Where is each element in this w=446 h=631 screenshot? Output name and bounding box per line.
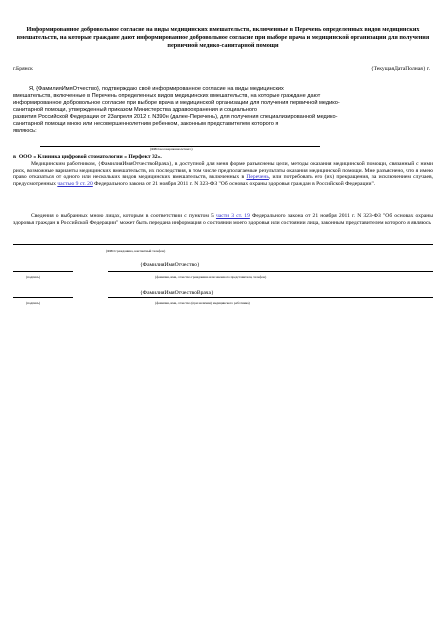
minor-caption: (ФИО несовершеннолетнего) (150, 147, 193, 151)
patient-signature-line (13, 271, 73, 272)
document-date: {ТекущаяДатаПолная} г. (370, 66, 430, 72)
intro-line-1: Я, {ФамилияИмяОтчество}, подтверждаю своё информированное согласие на виды медицинских (29, 86, 284, 92)
paragraph-rights: Медицинским работником, {ФамилияИмяОтчествоВрача}, в доступной для меня форме разъяснены цели, методы оказания медицинской помощи, связанный с ними риск, возможные варианты медицинских вмешательств, их последствия, в том числе предполагаемые результаты оказания медицинской помощи. Мне разъяснено, что я имею право отказаться от одного или нескольких видов медицинских вмешательств, включенных в Перечень, или потребовать его (их) прекращения, за исключением случаев, предусмотренных частью 9 ст. 20 Федерального закона от 21 ноября 2011 г. N 323-ФЗ "Об основах охраны здоровья граждан в Российской Федерации". (13, 161, 433, 187)
patient-name: {ФамилияИмяОтчество} (140, 262, 200, 268)
city: г.Брянск (13, 66, 33, 72)
patient-name-line (108, 271, 433, 272)
intro-line-4: санитарной помощи, утвержденный приказом Министерства здравоохранения и социального (13, 107, 257, 113)
intro-line-3: информированное добровольное согласие при выборе врача и медицинской организации для получения первичной медико- (13, 100, 340, 106)
document-title: Информированное добровольное согласие на виды медицинских вмешательств, включенные в Перечень определенных видов медицинских вмешательств, на которые граждане дают информированное добровольное согласие при выборе врача и медицинской организации для получения первичной медико-санитарной помощи (16, 26, 430, 50)
patient-caption: (фамилия, имя, отчество гражданина или законного представителя, телефон) (155, 275, 267, 279)
clinic-prefix: в (13, 154, 17, 160)
doctor-caption: (фамилия, имя, отчество (при наличии) медицинского работника) (155, 301, 250, 305)
doctor-name-line (108, 297, 433, 298)
perechen-link[interactable]: Перечень (246, 174, 269, 180)
doctor-name: {ФамилияИмяОтчествоВрача} (140, 290, 214, 296)
intro-line-2: вмешательств, включенные в Перечень определенных видов медицинских вмешательств, на которые граждане дают (13, 93, 321, 99)
contact-caption: (ФИО гражданина, контактный телефон) (106, 249, 166, 253)
contact-line (13, 244, 433, 245)
intro-line-5: развития Российской Федерации от 23апреля 2012 г. N390н (далее-Перечень), для получения специализированной медико- (13, 114, 338, 120)
clinic-line (13, 154, 162, 161)
intro-line-6: санитарной помощи мною или несовершеннолетним ребенком, законным представителем которого я (13, 121, 279, 127)
part-9-art-20-link[interactable]: частью 9 ст. 20 (57, 180, 93, 187)
clinic-name: ООО « Клиника цифровой стоматологии « Перфект 32». (18, 154, 162, 160)
paragraph-trusted-persons: Сведения о выбранных мною лицах, которым в соответствии с пунктом 5 части 3 ст. 19 Федерального закона от 21 ноября 2011 г. N 323-ФЗ "Об основах охраны здоровья граждан в Российской Федерации" может быть передана информация о состоянии моего здоровья или состоянии лица, законным представителем которого я являюсь (13, 213, 433, 226)
intro-line-7: являюсь: (13, 128, 37, 134)
doctor-signature-caption: (подпись) (26, 301, 41, 305)
patient-signature-caption: (подпись) (26, 275, 41, 279)
part-3-art-19-link[interactable]: части 3 ст. 19 (215, 213, 250, 219)
doctor-signature-line (13, 297, 73, 298)
